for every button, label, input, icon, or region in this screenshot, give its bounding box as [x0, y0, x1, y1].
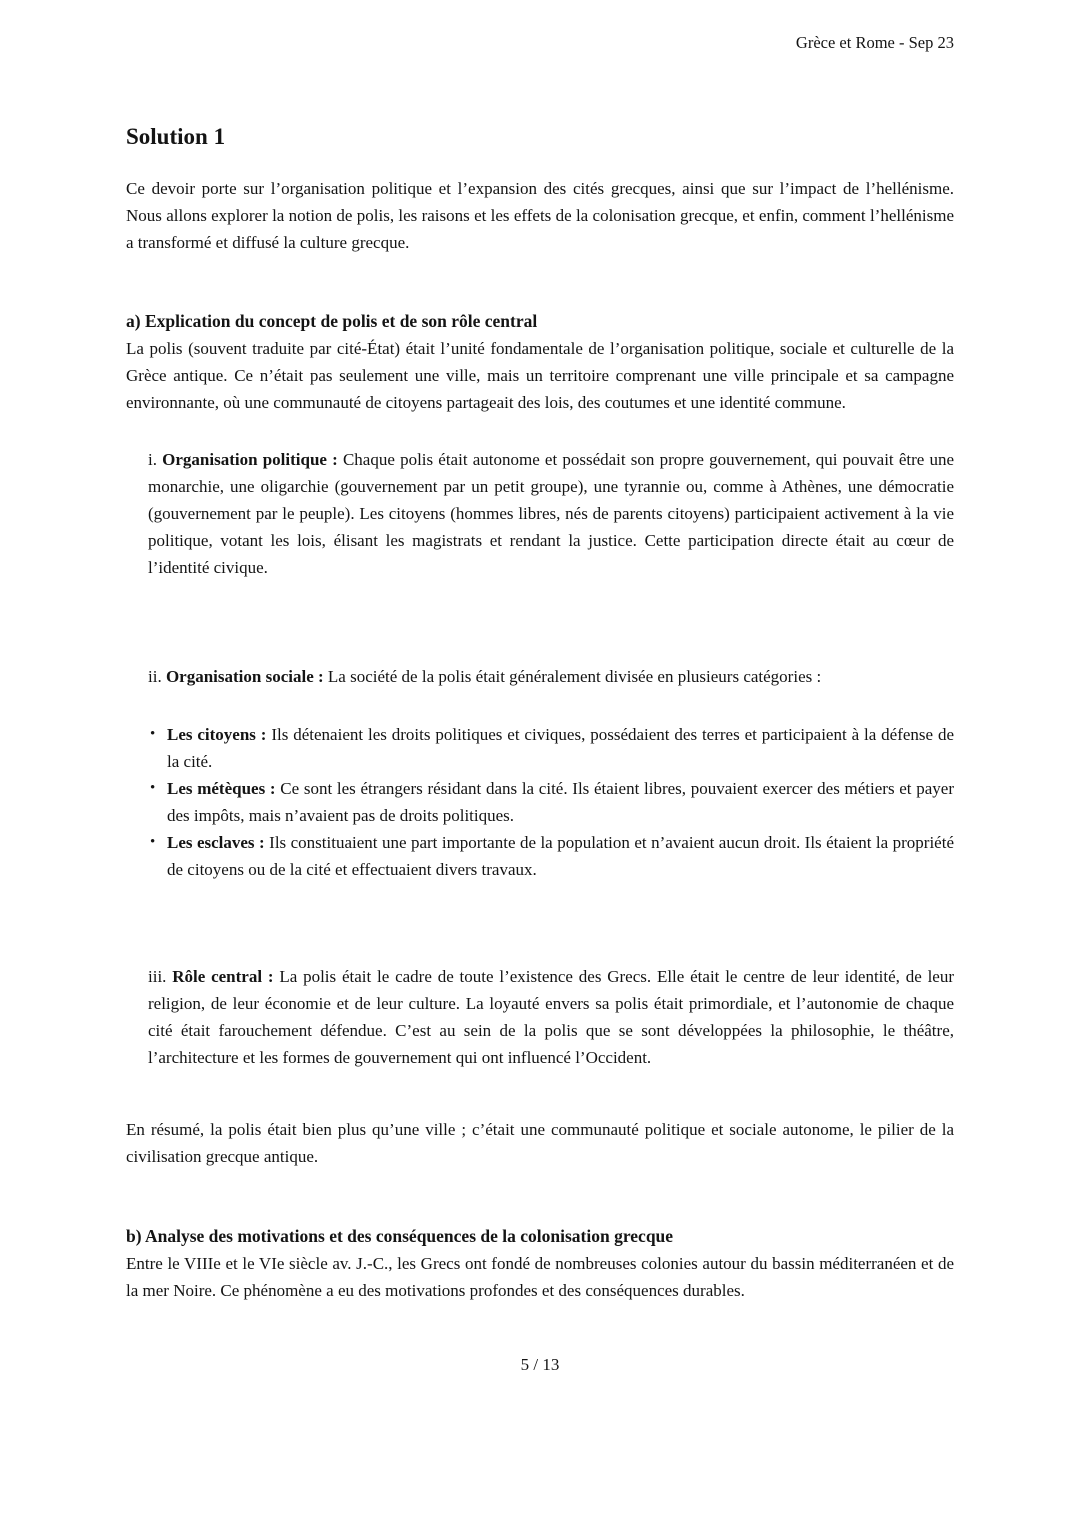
item-ii-paragraph — [148, 663, 954, 690]
item-iii-number: iii. — [148, 967, 167, 986]
item-iii-paragraph — [148, 963, 954, 1071]
list-item — [148, 721, 954, 775]
item-i-label: Organisation politique : — [162, 450, 338, 469]
list-item-text — [167, 721, 954, 775]
list-item-text — [167, 829, 954, 883]
page-footer — [126, 1351, 954, 1378]
section-b-body: Entre le VIIIe et le VIe siècle av. J.-C., les Grecs ont fondé de nombreuses colonies autour du bassin méditerranéen et de la mer Noire. Ce phénomène a eu des motivations profondes et des conséquences durables. — [126, 1254, 954, 1300]
section-a-body: La polis (souvent traduite par cité-État) était l’unité fondamentale de l’organisation politique, sociale et culturelle de la Grèce antique. Ce n’était pas seulement une ville, mais un territoire comprenant une ville principale et sa campagne environnante, où une communauté de citoyens partageait des lois, des coutumes et une identité commune. — [126, 339, 954, 412]
bullet-icon: • — [150, 834, 156, 850]
header-course-label: Grèce et Rome - Sep 23 — [795, 33, 954, 52]
item-i-paragraph — [148, 446, 954, 581]
item-iii-text: La polis était le cadre de toute l’existence des Grecs. Elle était le centre de leur identité, de leur religion, de leur économie et de leur culture. La loyauté envers sa polis était primordiale, et l’autonomie de chaque cité était farouchement défendue. C’est au sein de la polis que se sont développées la philosophie, le théâtre, l’architecture et les formes de gouvernement qui ont influencé l’Occident. — [148, 967, 955, 1067]
page-header — [126, 30, 954, 55]
item-i-number: i. — [148, 450, 157, 469]
item-i-text: Chaque polis était autonome et possédait son propre gouvernement, qui pouvait être une monarchie, une oligarchie (gouvernement par un petit groupe), une tyrannie ou, comme à Athènes, une démocratie (gouvernement par le peuple). Les citoyens (hommes libres, nés de parents citoyens) participaient activement à la vie politique, votant les lois, élisant les magistrats et rendant la justice. Cette participation directe était au cœur de l’identité civique. — [148, 450, 954, 577]
section-a-summary: En résumé, la polis était bien plus qu’une ville ; c’était une communauté politique et sociale autonome, le pilier de la civilisation grecque antique. — [126, 1120, 954, 1166]
bullet-label: Les citoyens : — [167, 725, 267, 744]
item-ii-text: La société de la polis était généralement divisée en plusieurs catégories : — [327, 667, 822, 686]
page-number: 5 / 13 — [520, 1355, 560, 1374]
list-item-text — [167, 775, 954, 829]
item-ii-label: Organisation sociale : — [165, 667, 324, 686]
item-ii-number: ii. — [148, 667, 162, 686]
bullet-body: Ce sont les étrangers résidant dans la cité. Ils étaient libres, pouvaient exercer des métiers et payer des impôts, mais n’avaient pas de droits politiques. — [167, 779, 954, 825]
list-item — [148, 829, 954, 883]
bullet-icon: • — [150, 780, 156, 796]
bullet-icon: • — [150, 726, 156, 742]
section-b-heading: b) Analyse des motivations et des conséquences de la colonisation grecque — [126, 1226, 674, 1246]
page-title: Solution 1 — [126, 124, 226, 149]
bullet-label: Les esclaves : — [167, 833, 265, 852]
intro-paragraph: Ce devoir porte sur l’organisation politique et l’expansion des cités grecques, ainsi que sur l’impact de l’hellénisme. Nous allons explorer la notion de polis, les raisons et les effets de la colonisation grecque, et enfin, comment l’hellénisme a transformé et diffusé la culture grecque. — [126, 179, 954, 252]
list-item — [148, 775, 954, 829]
bullet-body: Ils détenaient les droits politiques et civiques, possédaient des terres et participaient à la défense de la cité. — [167, 725, 954, 771]
social-categories-list — [148, 721, 954, 883]
bullet-body: Ils constituaient une part importante de la population et n’avaient aucun droit. Ils étaient la propriété de citoyens ou de la cité et effectuaient divers travaux. — [167, 833, 954, 879]
section-a-heading: a) Explication du concept de polis et de son rôle central — [126, 311, 538, 331]
bullet-label: Les métèques : — [167, 779, 276, 798]
item-iii-label: Rôle central : — [172, 967, 274, 986]
